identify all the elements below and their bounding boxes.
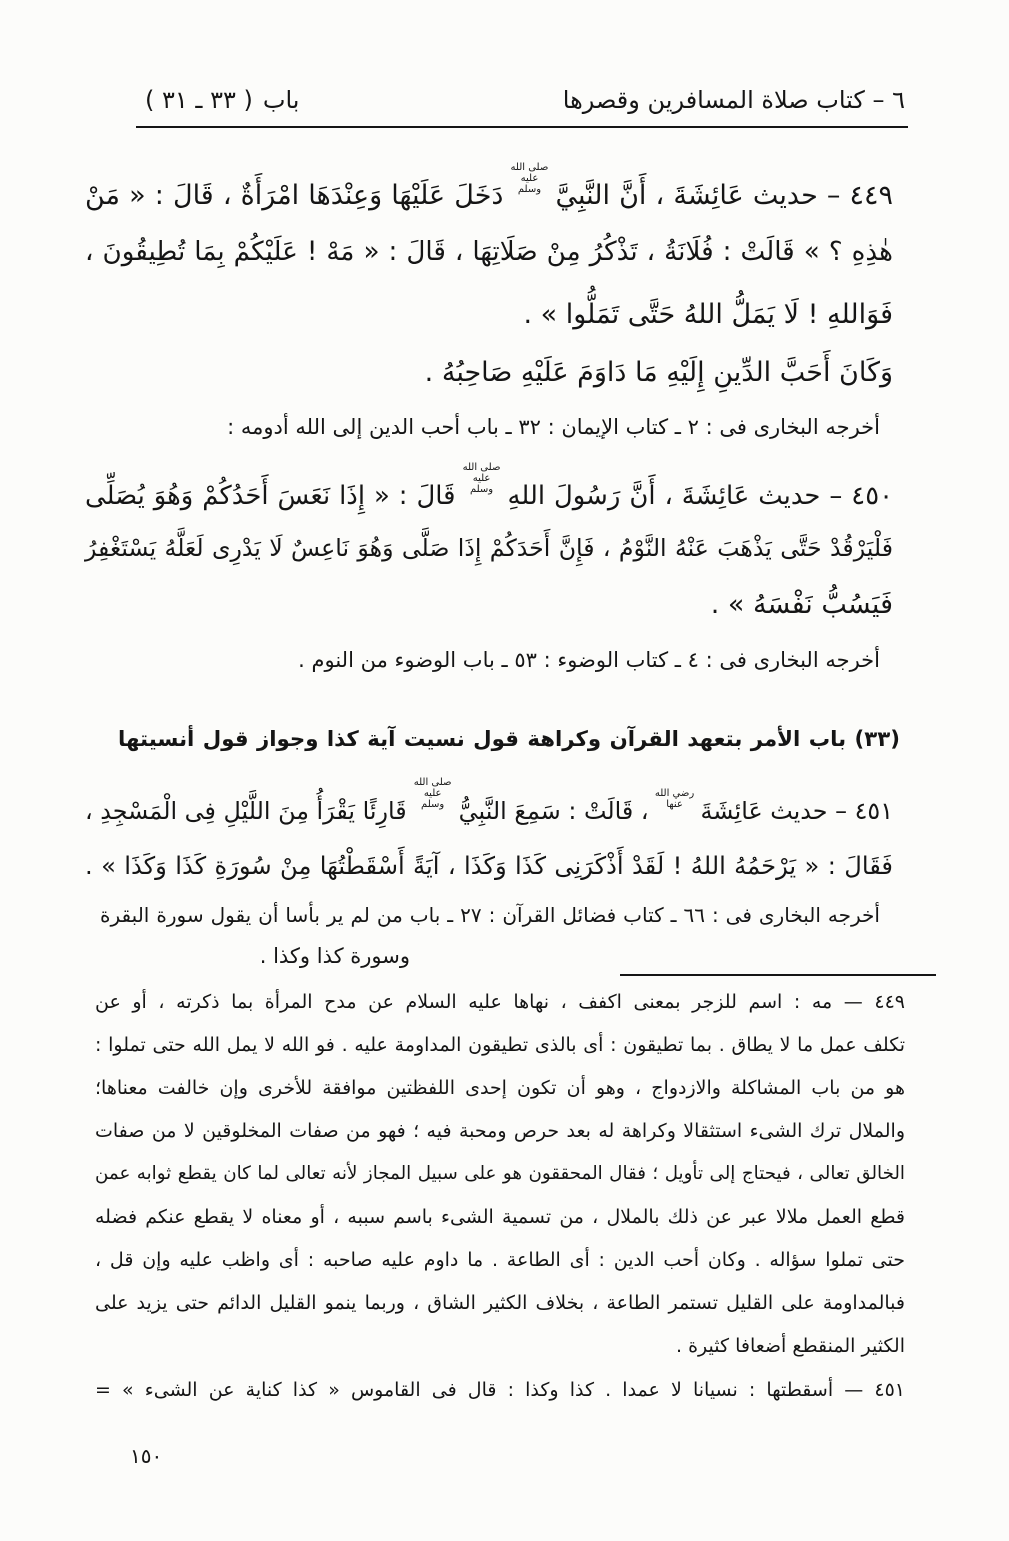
hadith-449-line-4 (85, 345, 893, 401)
footnote-449-line (95, 982, 905, 1022)
footnote-451-line (95, 1370, 905, 1410)
footnote-divider (620, 974, 936, 976)
radiyallahu-anha-ligature: رضي الله عنها (654, 788, 695, 810)
line-text: أخرجه البخارى فى : ٢ ـ كتاب الإيمان : ٣٢ ـ باب أحب الدين إلى الله أدومه : (227, 415, 880, 439)
line-text: فَلْيَرْقُدْ حَتَّى يَذْهَبَ عَنْهُ النَّوْمُ ، فَإِنَّ أَحَدَكُمْ إِذَا صَلَّى وَهُوَ نَاعِسٌ لَا يَدْرِى لَعَلَّهُ يَسْتَغْفِرُ (85, 534, 893, 562)
line-text: الخالق تعالى ، فيحتاج إلى تأويل ؛ فقال المحققون هو على سبيل المجاز لأنه تعالى لما كان يقطع ثوابه عمن (95, 1163, 905, 1184)
line-text: (٣٣) باب الأمر بتعهد القرآن وكراهة قول نسيت آية كذا وجواز قول أنسيتها (118, 727, 900, 752)
hadith-451-line-1-part-1: ٤٥١ – حديث عَائِشَةَ (700, 797, 893, 825)
line-text (85, 462, 893, 511)
footnote-449-line (95, 1068, 905, 1108)
footnote-449-line (95, 1326, 905, 1366)
line-text: أخرجه البخارى فى : ٤ ـ كتاب الوضوء : ٥٣ ـ باب الوضوء من النوم . (298, 648, 880, 672)
line-text: هٰذِهِ ؟ » قَالَتْ : فُلَانَةُ ، تَذْكُرُ مِنْ صَلَاتِهَا ، قَالَ : « مَهْ ! عَلَيْكُمْ بِمَا تُطِيقُونَ ، (85, 237, 893, 267)
hadith-451-source (100, 898, 880, 932)
line-text: فَوَاللهِ ! لَا يَمَلُّ اللهُ حَتَّى تَمَلُّوا » . (523, 299, 893, 330)
line-text: وَكَانَ أَحَبَّ الدِّينِ إِلَيْهِ مَا دَاوَمَ عَلَيْهِ صَاحِبُهُ . (424, 357, 893, 388)
line-text: فَقَالَ : « يَرْحَمُهُ اللهُ ! لَقَدْ أَذْكَرَنِى كَذَا وَكَذَا ، آيَةً أَسْقَطْتُهَا مِنْ سُورَةِ كَذَا وَكَذَا » . (85, 852, 893, 880)
hadith-451-source-continued (200, 939, 410, 973)
line-text: هو من باب المشاكلة والازدواج ، وهو أن تكون إحدى اللفظتين موافقة للأخرى وإن خالفت معناها؛ (95, 1077, 905, 1099)
line-text (85, 162, 893, 211)
line-text: قطع العمل ملالا عبر عن ذلك بالملال ، من تسمية الشىء باسم سببه ، أو معناه لا يقطع عنكم فضله (95, 1206, 905, 1228)
hadith-449-line-3 (85, 287, 893, 343)
hadith-449-source (100, 410, 880, 444)
page-number: ١٥٠ (130, 1444, 163, 1468)
hadith-449-line-2 (85, 224, 893, 280)
line-text: حتى تملوا سؤاله . وكان أحب الدين : أى الطاعة . ما داوم عليه صاحبه : أى واظب عليه وإن قل ، (95, 1249, 905, 1271)
hadith-449-line-1-start: ٤٤٩ – حديث عَائِشَةَ ، أَنَّ النَّبِيَّ (555, 180, 893, 211)
chapter-heading (118, 712, 900, 768)
footnote-449-line (95, 1240, 905, 1280)
hadith-450-line-1 (85, 462, 893, 518)
footnote-449-line (95, 1111, 905, 1151)
hadith-450-line-1-end: قَالَ : « إِذَا نَعَسَ أَحَدُكُمْ وَهُوَ يُصَلِّى (85, 481, 456, 511)
hadith-450-line-1-start: ٤٥٠ – حديث عَائِشَةَ ، أَنَّ رَسُولَ اللهِ (507, 481, 893, 511)
hadith-451-line-2 (85, 838, 893, 894)
footnote-449-line (95, 1025, 905, 1065)
hadith-449-line-1-end: دَخَلَ عَلَيْهَا وَعِنْدَهَا امْرَأَةٌ ، قَالَ : « مَنْ (85, 180, 504, 211)
hadith-450-line-3 (85, 577, 893, 633)
footnote-449-line (95, 1283, 905, 1323)
line-text: تكلف عمل ما لا يطاق . بما تطيقون : أى بالذى تطيقون المداومة عليه . فو الله لا يمل الله حتى تملوا : (95, 1034, 905, 1056)
footnote-449-line (95, 1197, 905, 1237)
footnote-449-line (95, 1154, 905, 1194)
line-text: فَيَسُبُّ نَفْسَهُ » . (710, 589, 893, 620)
line-text: ٤٤٩ — مه : اسم للزجر بمعنى اكفف ، نهاها عليه السلام عن مدح المرأة بما ذكرته ، أو عن (95, 991, 905, 1013)
line-text: فبالمداومة على القليل تستمر الطاعة ، بخلاف الكثير الشاق ، وربما ينمو القليل الدائم حتى يزيد على (95, 1292, 905, 1314)
section-label: باب (262, 86, 300, 114)
line-text: وسورة كذا وكذا . (259, 944, 410, 968)
hadith-450-line-2 (85, 520, 893, 576)
line-text: الكثير المنقطع أضعافا كثيرة . (676, 1335, 905, 1357)
line-text: أخرجه البخارى فى : ٦٦ ـ كتاب فضائل القرآن : ٢٧ ـ باب من لم ير بأسا أن يقول سورة البقرة (100, 903, 880, 927)
running-head-chapter: ٦ – كتاب صلاة المسافرين وقصرها (562, 86, 905, 114)
hadith-451-line-1-part-2: ، قَالَتْ : سَمِعَ النَّبِيُّ (458, 797, 649, 825)
hadith-449-line-1 (85, 162, 893, 218)
section-range: ( ٣١ ـ ٣٣ ) (145, 86, 253, 114)
salutation-ligature: صلى الله عليه وسلم (413, 777, 452, 810)
hadith-450-source (100, 643, 880, 677)
hadith-451-line-1 (85, 777, 893, 833)
running-head-section (145, 82, 299, 118)
salutation-ligature: صلى الله عليه وسلم (462, 462, 501, 495)
salutation-ligature: صلى الله عليه وسلم (510, 162, 549, 195)
line-text: ٤٥١ — أسقطتها : نسيانا لا عمدا . كذا وكذا : قال فى القاموس « كذا كناية عن الشىء » = (95, 1379, 905, 1401)
header-rule (136, 126, 908, 128)
line-text (85, 777, 893, 825)
line-text: والملال ترك الشىء استثقالا وكراهة له بعد حرص ومحبة فيه ؛ فهو من صفات المخلوقين لا من صفات (95, 1120, 905, 1142)
hadith-451-line-1-part-3: قَارِئًا يَقْرَأُ مِنَ اللَّيْلِ فِى الْمَسْجِدِ ، (85, 797, 407, 825)
